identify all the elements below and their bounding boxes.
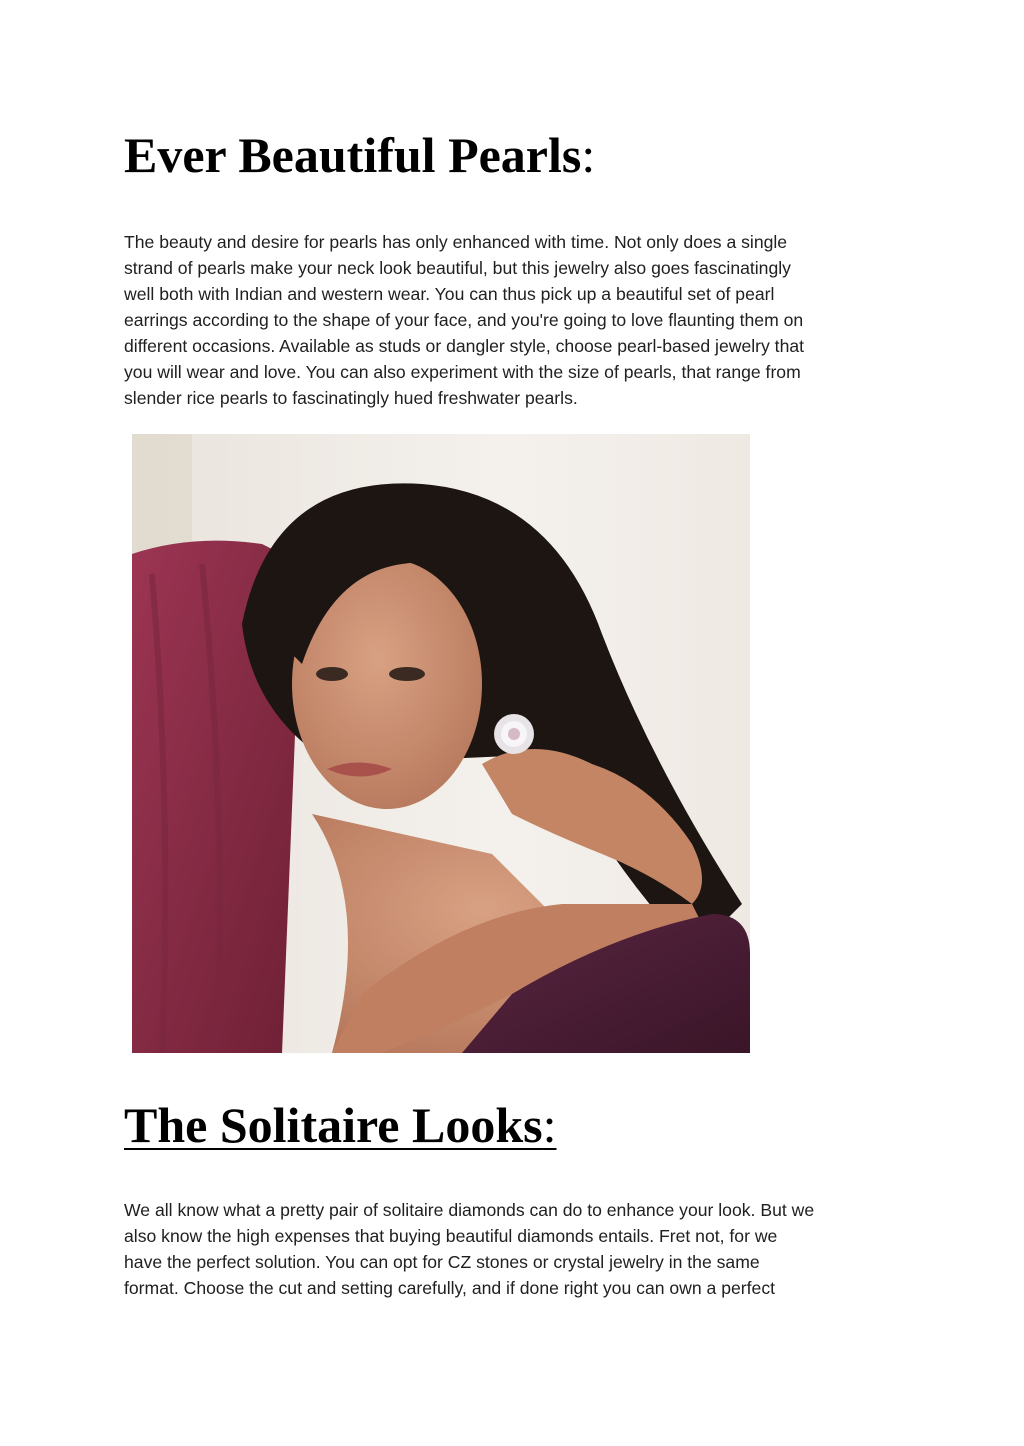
heading-text: Ever Beautiful Pearls (124, 127, 582, 183)
text-line: The beauty and desire for pearls has only enhanced with time. Not only does a single (124, 232, 788, 252)
section-heading-pearls (124, 127, 596, 183)
heading-text: The Solitaire Looks (124, 1097, 543, 1153)
portrait-photo (132, 434, 750, 1053)
section-heading-solitaire (124, 1097, 557, 1153)
text-line: strand of pearls make your neck look beautiful, but this jewelry also goes fascinatingly (124, 258, 791, 278)
text-line: you will wear and love. You can also experiment with the size of pearls, that range from (124, 362, 801, 382)
text-line: slender rice pearls to fascinatingly hued freshwater pearls. (124, 388, 578, 408)
text-line: well both with Indian and western wear. You can thus pick up a beautiful set of pearl (124, 284, 775, 304)
heading-colon: : (581, 127, 596, 183)
text-line: earrings according to the shape of your face, and you're going to love flaunting them on (124, 310, 804, 330)
heading-colon: : (542, 1097, 557, 1153)
text-line: different occasions. Available as studs or dangler style, choose pearl-based jewelry that (124, 336, 805, 356)
text-line: have the perfect solution. You can opt for CZ stones or crystal jewelry in the same (124, 1252, 760, 1272)
text-line: also know the high expenses that buying beautiful diamonds entails. Fret not, for we (124, 1226, 778, 1246)
paragraph-pearls (124, 229, 914, 411)
text-line: format. Choose the cut and setting carefully, and if done right you can own a perfect (124, 1278, 776, 1298)
text-line: We all know what a pretty pair of solitaire diamonds can do to enhance your look. But we (124, 1200, 815, 1220)
paragraph-solitaire (124, 1197, 914, 1301)
